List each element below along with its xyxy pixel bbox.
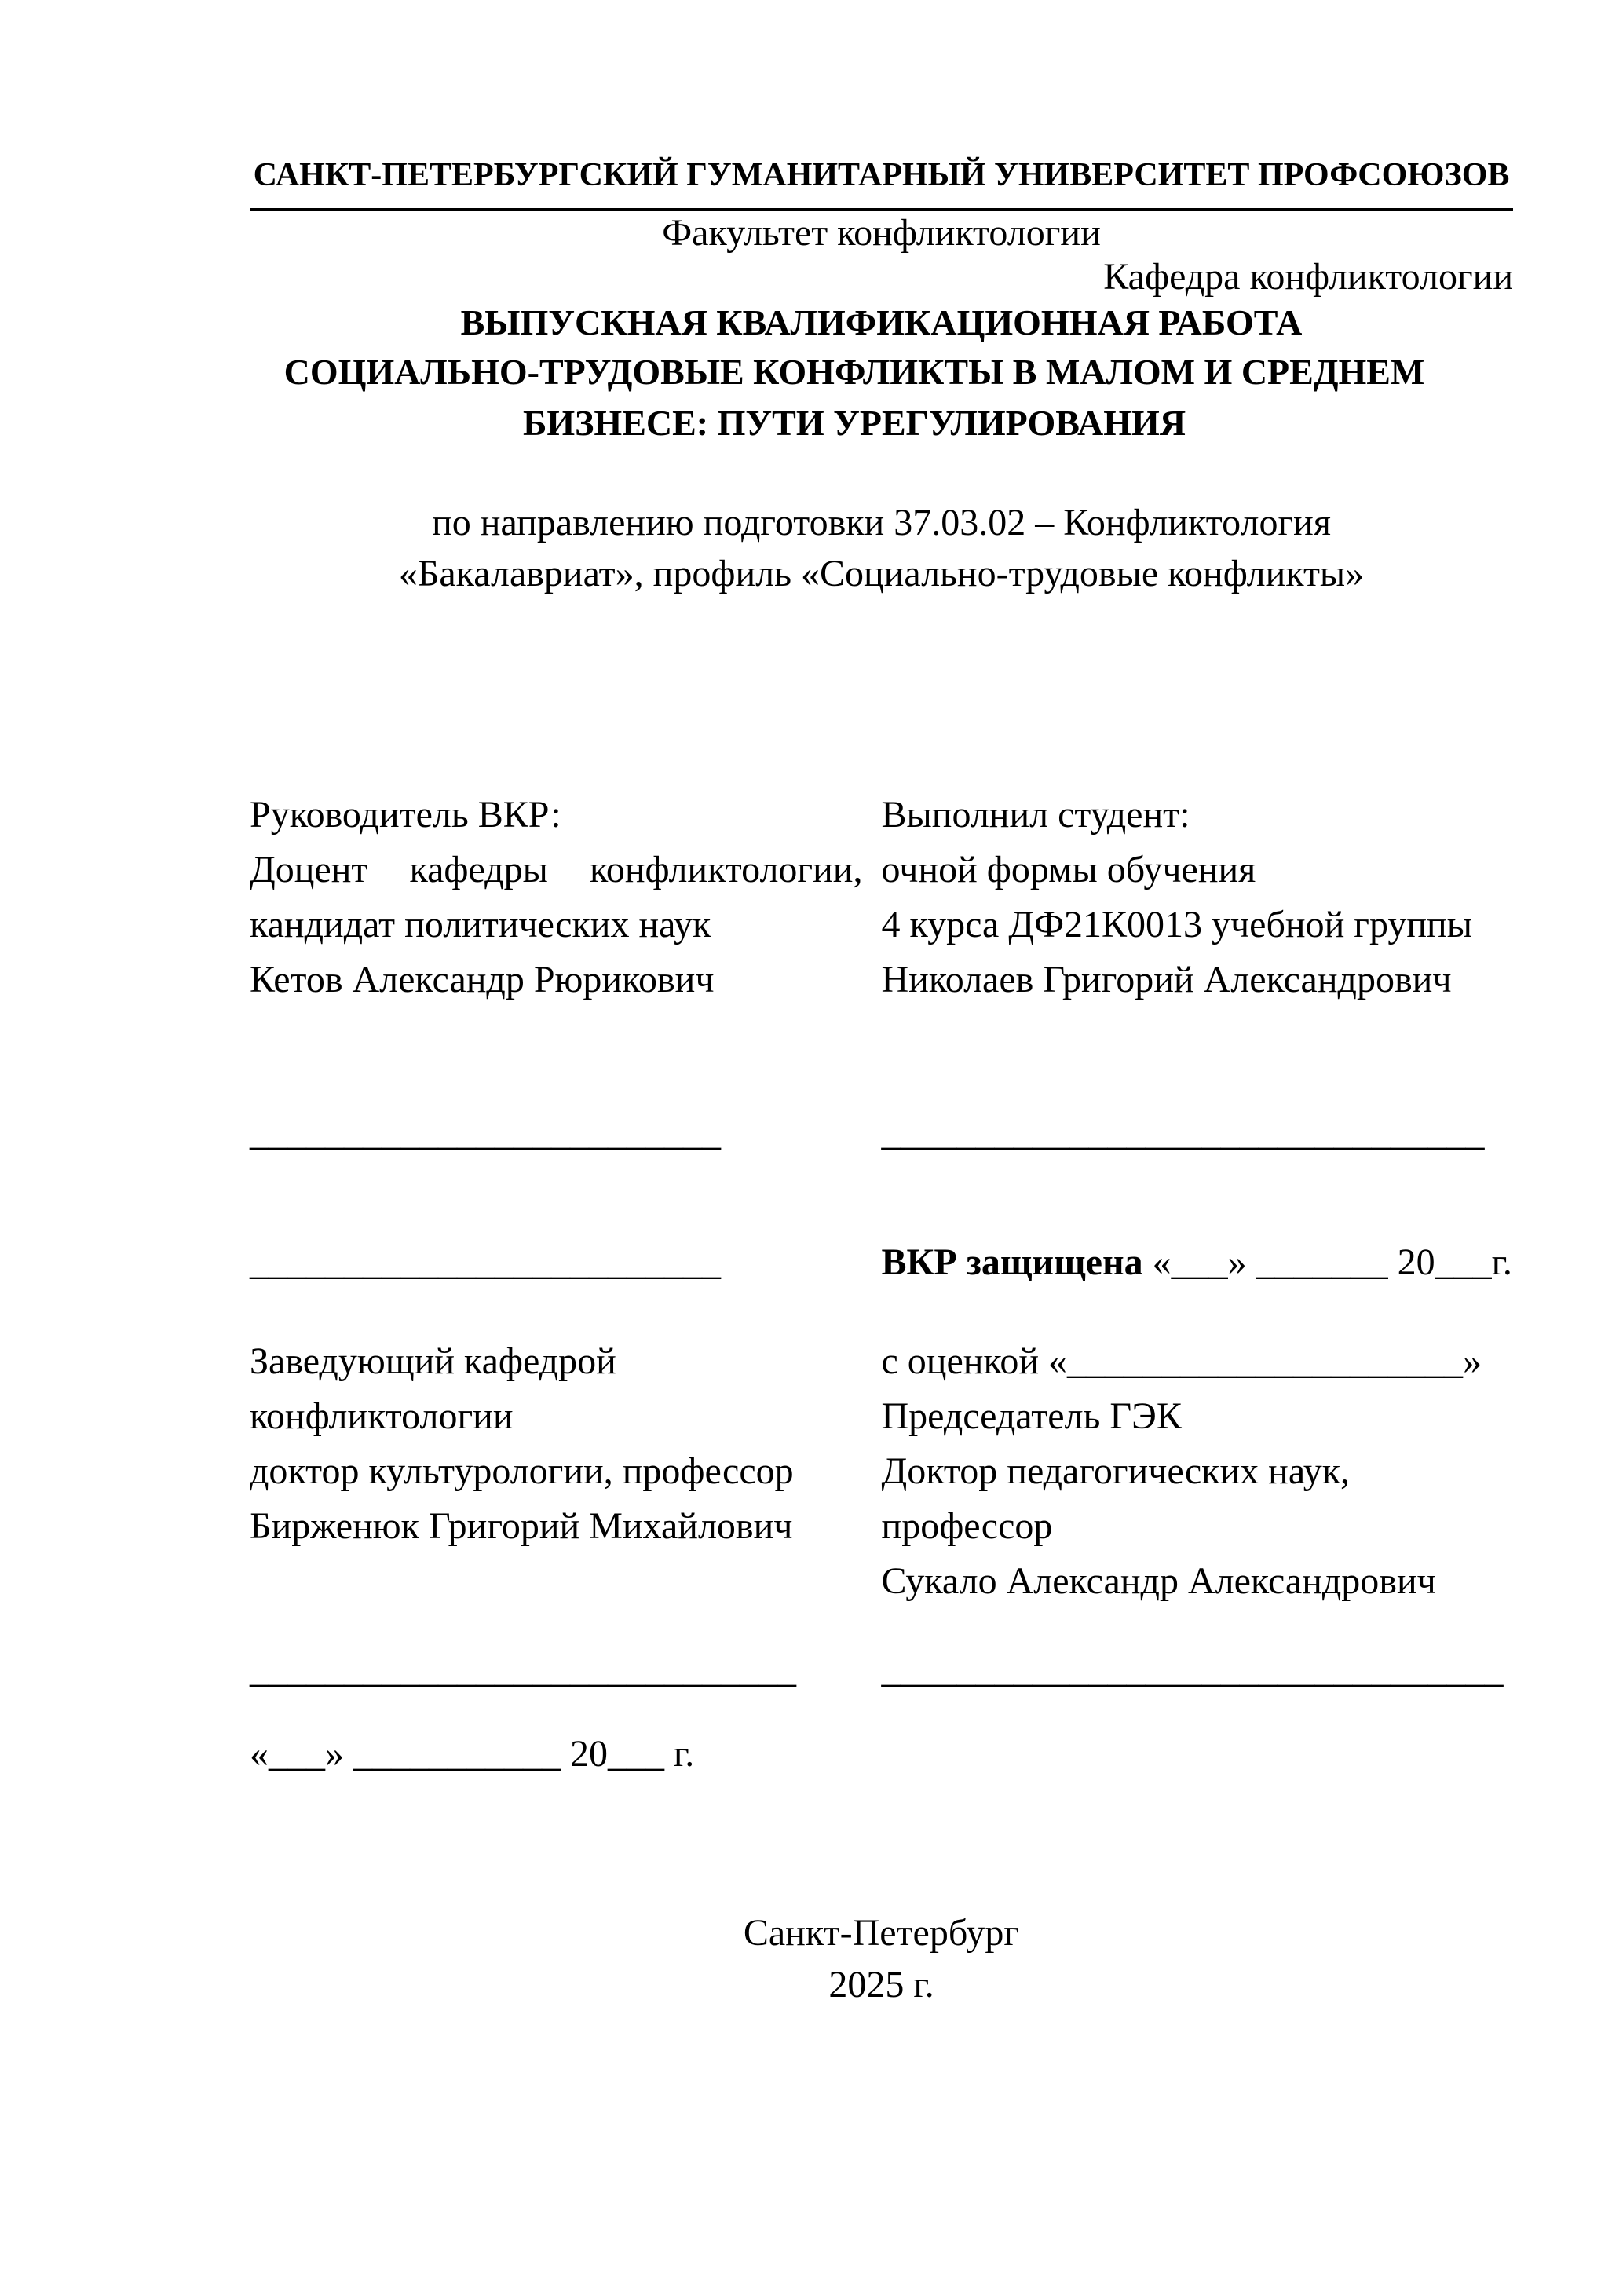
grade-blank-line: с оценкой «_____________________» bbox=[881, 1340, 1482, 1382]
program-block bbox=[250, 497, 1513, 599]
dept-head-name: Бирженюк Григорий Михайлович bbox=[250, 1505, 793, 1547]
footer-year: 2025 г. bbox=[828, 1964, 934, 2005]
supervisor-name: Кетов Александр Рюрикович bbox=[250, 959, 715, 1000]
supervisor-signature-line: _________________________ bbox=[250, 1112, 721, 1153]
supervisor-position-line: Доцент кафедры конфликтологии, bbox=[250, 849, 863, 890]
program-direction-line: по направлению подготовки 37.03.02 – Конфликтология bbox=[432, 502, 1331, 543]
department-line: Кафедра конфликтологии bbox=[1103, 256, 1513, 298]
work-type-title: ВЫПУСКНАЯ КВАЛИФИКАЦИОННАЯ РАБОТА bbox=[460, 302, 1303, 342]
student-name: Николаев Григорий Александрович bbox=[881, 959, 1452, 1000]
footer-block bbox=[250, 1907, 1513, 2011]
student-group-line: 4 курса ДФ21К0013 учебной группы bbox=[881, 904, 1472, 945]
date-blank-line: «___» ___________ 20___ г. bbox=[250, 1733, 695, 1775]
signature-row-4 bbox=[250, 1643, 1513, 1698]
committee-chair-block bbox=[882, 1334, 1514, 1609]
student-label: Выполнил студент: bbox=[881, 794, 1190, 835]
dept-head-degree-line: доктор культурологии, профессор bbox=[250, 1450, 794, 1492]
chair-title-line: профессор bbox=[881, 1505, 1053, 1547]
student-signature-line: ________________________________ bbox=[881, 1112, 1485, 1153]
chair-signature-line: _________________________________ bbox=[881, 1649, 1504, 1691]
supervisor-label: Руководитель ВКР: bbox=[250, 794, 561, 835]
defense-status-blanks: «___» _______ 20___г. bbox=[1152, 1241, 1512, 1283]
dept-head-title-line-2: конфликтологии bbox=[250, 1395, 514, 1437]
defense-status-label: ВКР защищена bbox=[881, 1241, 1143, 1283]
signature-row-1 bbox=[250, 1106, 1513, 1161]
chair-name: Сукало Александр Александрович bbox=[881, 1560, 1436, 1602]
dept-head-title-line-1: Заведующий кафедрой bbox=[250, 1340, 616, 1382]
department-head-block bbox=[250, 1334, 882, 1609]
student-block bbox=[882, 788, 1514, 1007]
dept-head-signature-blank: _________________________ bbox=[250, 1241, 721, 1283]
supervisor-degree-line: кандидат политических наук bbox=[250, 904, 711, 945]
dept-head-signature-line: _____________________________ bbox=[250, 1649, 796, 1691]
university-name: САНКТ-ПЕТЕРБУРГСКИЙ ГУМАНИТАРНЫЙ УНИВЕРСИТЕТ ПРОФСОЮЗОВ bbox=[250, 153, 1513, 211]
student-form-line: очной формы обучения bbox=[881, 849, 1256, 890]
signature-row-2 bbox=[250, 1235, 1513, 1290]
gek-chair-label: Председатель ГЭК bbox=[881, 1395, 1182, 1437]
defense-status-line bbox=[882, 1235, 1514, 1290]
thesis-title: СОЦИАЛЬНО-ТРУДОВЫЕ КОНФЛИКТЫ В МАЛОМ И СРЕДНЕМ БИЗНЕСЕ: ПУТИ УРЕГУЛИРОВАНИЯ bbox=[283, 352, 1425, 443]
footer-city: Санкт-Петербург bbox=[743, 1912, 1020, 1954]
supervisor-block bbox=[250, 788, 882, 1007]
people-row-2 bbox=[250, 1334, 1513, 1609]
program-profile-line: «Бакалавриат», профиль «Социально-трудовые конфликты» bbox=[398, 553, 1365, 594]
people-row bbox=[250, 788, 1513, 1007]
faculty-line: Факультет конфликтологии bbox=[662, 212, 1101, 254]
chair-degree-line: Доктор педагогических наук, bbox=[881, 1450, 1351, 1492]
date-row bbox=[250, 1727, 1513, 1782]
